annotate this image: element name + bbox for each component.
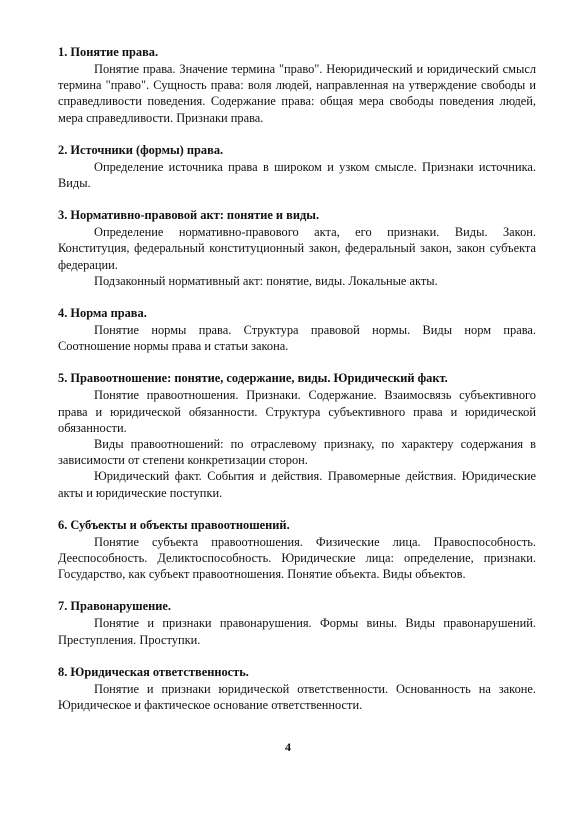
section-paragraph: Виды правоотношений: по отраслевому признаку, по характеру содержания в зависимости от степени конкретизации сторон. bbox=[58, 437, 536, 468]
section-7 bbox=[58, 598, 536, 647]
section-3 bbox=[58, 207, 536, 289]
section-paragraph: Юридический факт. События и действия. Правомерные действия. Юридические акты и юридические поступки. bbox=[58, 469, 536, 500]
section-paragraph: Понятие и признаки юридической ответственности. Основанность на законе. Юридическое и фактическое основание ответственности. bbox=[58, 681, 536, 713]
section-paragraph: Понятие права. Значение термина "право". Неюридический и юридический смысл термина "право". Сущность права: воля людей, направленная на утверждение свободы и справедливости поведения. Содержание права: общая мера свободы поведения людей, мера справедливости. Признаки права. bbox=[58, 62, 536, 125]
page-number: 4 bbox=[285, 740, 291, 754]
document-page bbox=[58, 44, 536, 729]
section-heading: 8. Юридическая ответственность. bbox=[58, 664, 249, 679]
section-heading: 3. Нормативно-правовой акт: понятие и виды. bbox=[58, 208, 320, 223]
section-paragraph: Понятие субъекта правоотношения. Физические лица. Правоспособность. Дееспособность. Деликтоспособность. Юридические лица: определение, признаки. Государство, как субъект правоотношения. Понятие объекта. Виды объектов. bbox=[58, 534, 536, 582]
section-5 bbox=[58, 370, 536, 500]
section-heading: 4. Норма права. bbox=[58, 306, 147, 321]
section-heading: 1. Понятие права. bbox=[58, 45, 159, 59]
section-paragraph: Определение нормативно-правового акта, его признаки. Виды. Закон. Конституция, федеральный конституционный закон, федеральный закон, закон субъекта федерации. bbox=[58, 225, 536, 272]
section-1 bbox=[58, 44, 536, 126]
section-2 bbox=[58, 142, 536, 191]
section-8 bbox=[58, 664, 536, 713]
section-paragraph: Подзаконный нормативный акт: понятие, виды. Локальные акты. bbox=[94, 273, 438, 288]
section-paragraph: Понятие и признаки правонарушения. Формы вины. Виды правонарушений. Преступления. Проступки. bbox=[58, 616, 536, 647]
section-heading: 5. Правоотношение: понятие, содержание, виды. Юридический факт. bbox=[58, 371, 448, 386]
section-heading: 6. Субъекты и объекты правоотношений. bbox=[58, 517, 290, 532]
section-paragraph: Определение источника права в широком и узком смысле. Признаки источника. Виды. bbox=[58, 159, 536, 191]
section-paragraph: Понятие нормы права. Структура правовой нормы. Виды норм права. Соотношение нормы права и статьи закона. bbox=[58, 323, 536, 354]
section-4 bbox=[58, 305, 536, 354]
section-6 bbox=[58, 517, 536, 583]
section-heading: 2. Источники (формы) права. bbox=[58, 142, 224, 157]
section-paragraph: Понятие правоотношения. Признаки. Содержание. Взаимосвязь субъективного права и юридической обязанности. Структура субъективного права и юридической обязанности. bbox=[58, 388, 536, 435]
section-heading: 7. Правонарушение. bbox=[58, 599, 172, 614]
